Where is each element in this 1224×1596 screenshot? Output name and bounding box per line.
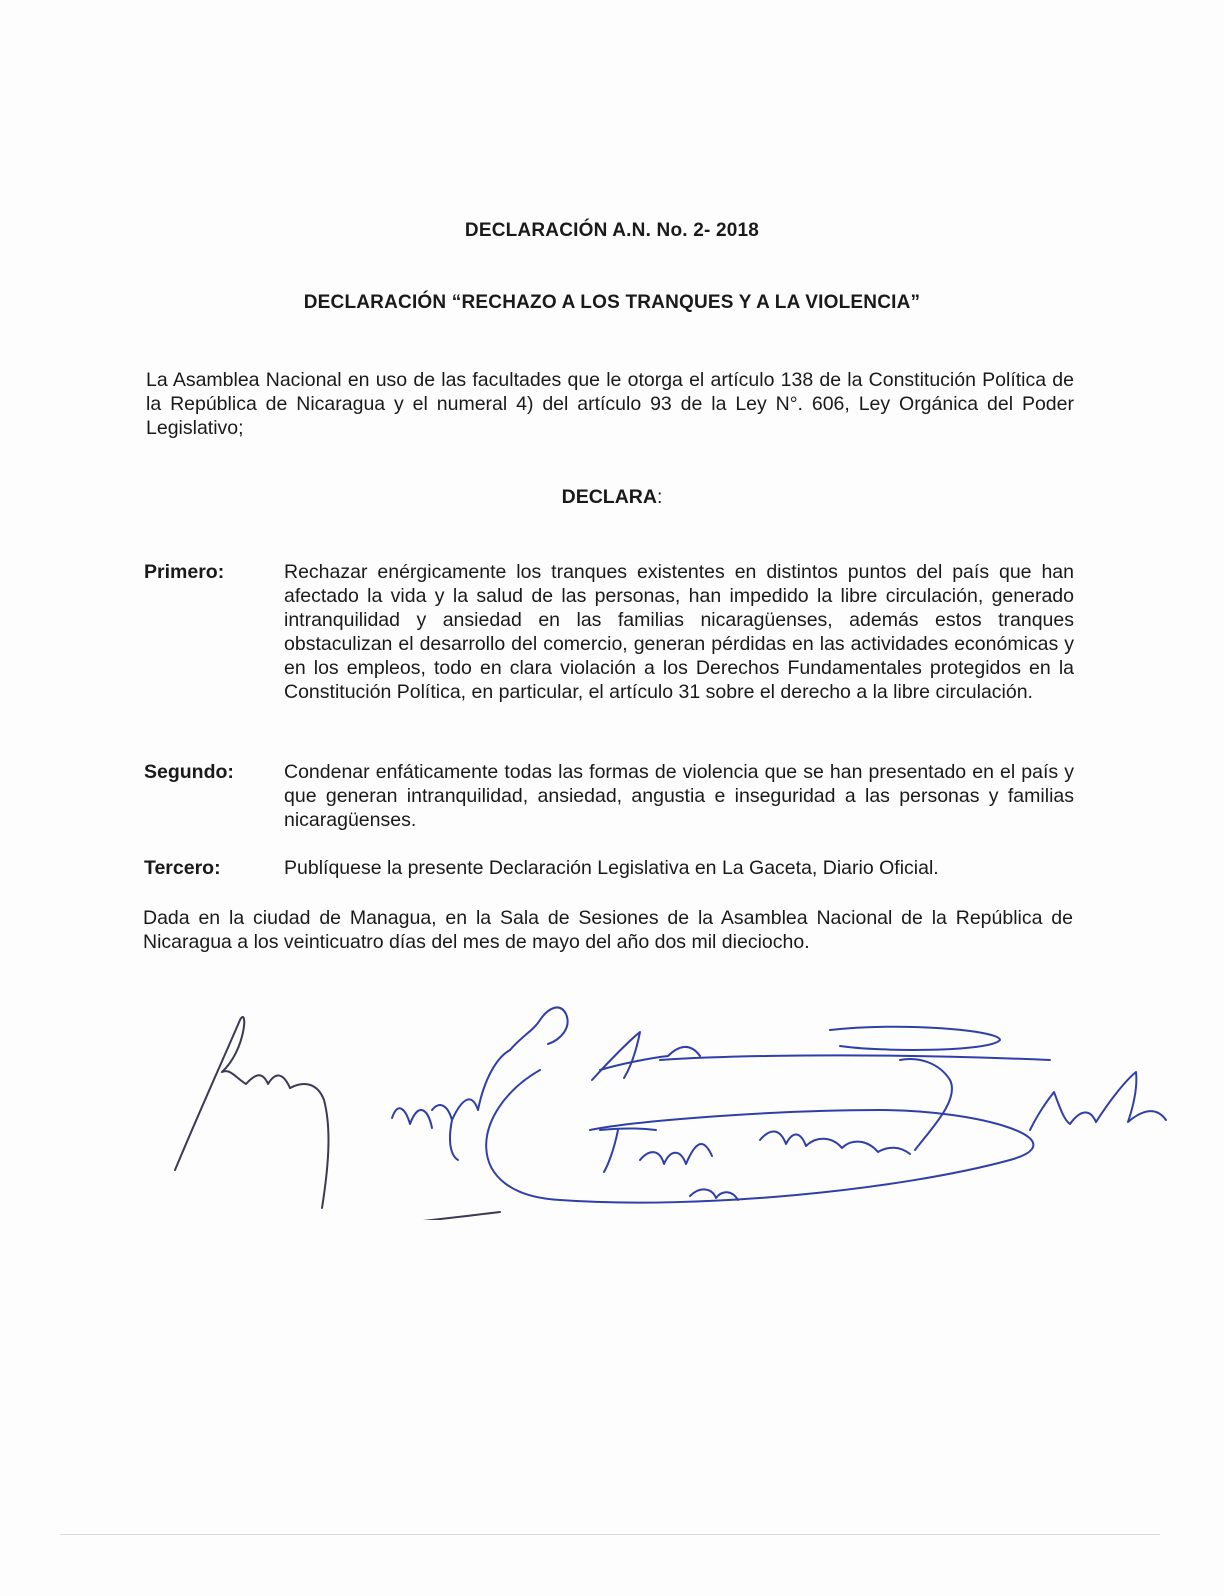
article-label: Segundo: (144, 761, 234, 783)
signature-3 (592, 1032, 1050, 1080)
article-text: Rechazar enérgicamente los tranques existentes en distintos puntos del país que han afectado la vida y la salud de las personas, han impedido la libre circulación, generado intranquilidad y ansiedad en las familias nicaragüenses, además estos tranques obstaculizan el desarrollo del comercio, generan pérdidas en las actividades económicas y en los empleos, todo en clara violación a los Derechos Fundamentales protegidos en la Constitución Política, en particular, el artículo 31 sobre el derecho a la libre circulación. (284, 561, 1074, 703)
declaration-number: DECLARACIÓN A.N. No. 2- 2018 (464, 220, 760, 241)
article-label: Primero: (144, 561, 225, 583)
closing-paragraph: Dada en la ciudad de Managua, en la Sala de Sesiones de la Asamblea Nacional de la República de Nicaragua a los veinticuatro días del mes de mayo del año dos mil dieciocho. (143, 907, 1073, 953)
declaration-heading: DECLARACIÓN “RECHAZO A LOS TRANQUES Y A LA VIOLENCIA” (303, 292, 921, 313)
preamble-paragraph: La Asamblea Nacional en uso de las facultades que le otorga el artículo 138 de la Constitución Política de la República de Nicaragua y el numeral 4) del artículo 93 de la Ley N°. 606, Ley Orgánica del Poder Legislativo; (146, 369, 1074, 439)
signature-6 (1030, 1072, 1166, 1130)
declara-heading (0, 486, 1224, 509)
scan-edge-line (60, 1534, 1160, 1535)
article-text: Publíquese la presente Declaración Legislativa en La Gaceta, Diario Oficial. (284, 857, 939, 879)
declara-label: DECLARA (561, 486, 657, 508)
signatures-area (0, 960, 1224, 1220)
article-label: Tercero: (144, 857, 221, 879)
signature-2 (392, 1007, 568, 1160)
declara-colon: : (656, 486, 663, 508)
article-text: Condenar enfáticamente todas las formas de violencia que se han presentado en el país y que generan intranquilidad, ansiedad, angustia e inseguridad a las personas y familias nicaragüenses. (284, 761, 1074, 831)
signature-4 (486, 1027, 1033, 1203)
signature-5 (600, 1129, 910, 1201)
